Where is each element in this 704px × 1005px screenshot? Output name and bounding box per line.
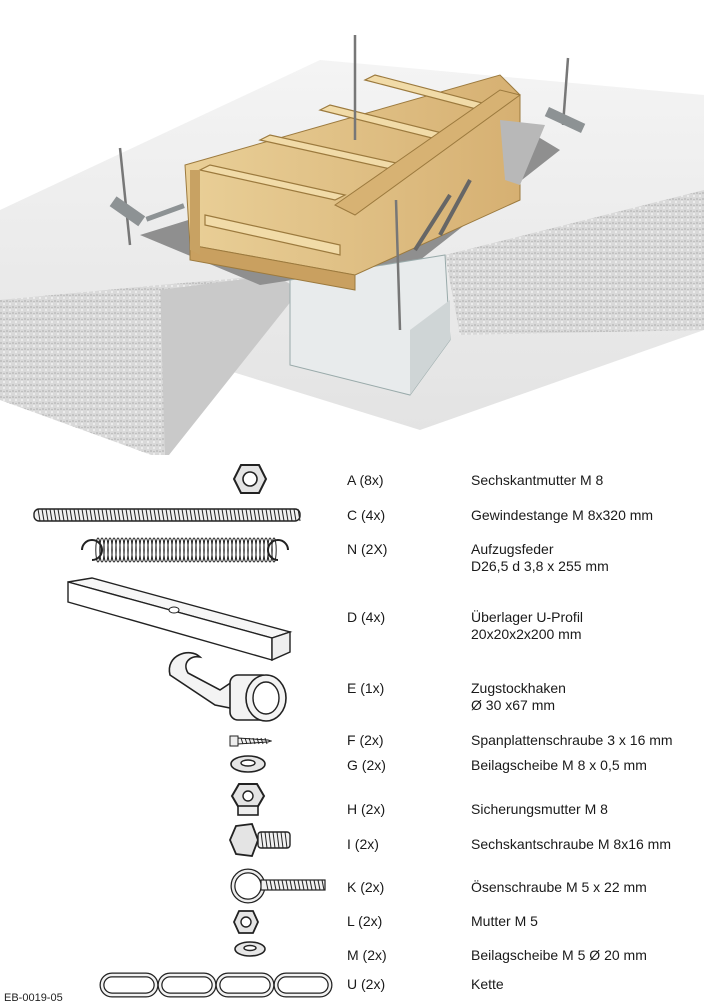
part-description — [471, 879, 647, 896]
part-code: C (4x) — [347, 507, 386, 523]
wood-screw-icon — [228, 734, 272, 748]
part-code: F (2x) — [347, 732, 384, 748]
part-description-line: Überlager U-Profil — [471, 609, 584, 625]
hex-nut-icon — [232, 462, 268, 496]
part-description-line: Sicherungsmutter M 8 — [471, 801, 608, 817]
part-description — [471, 507, 653, 524]
chain-icon — [98, 970, 334, 1000]
part-code: I (2x) — [347, 836, 379, 852]
eye-bolt-icon — [228, 866, 328, 906]
small-nut-icon — [232, 908, 260, 936]
part-description-line: Zugstockhaken — [471, 680, 566, 696]
part-description — [471, 472, 603, 489]
part-description-line: D26,5 d 3,8 x 255 mm — [471, 558, 609, 574]
part-description — [471, 541, 609, 575]
part-description — [471, 836, 671, 853]
part-code: N (2X) — [347, 541, 388, 557]
part-description — [471, 976, 504, 993]
part-description-line: Beilagscheibe M 5 Ø 20 mm — [471, 947, 647, 963]
part-description — [471, 732, 673, 749]
part-description-line: Mutter M 5 — [471, 913, 538, 929]
part-description-line: Aufzugsfeder — [471, 541, 554, 557]
part-description — [471, 913, 538, 930]
hook-icon — [160, 645, 292, 730]
part-description-line: 20x20x2x200 mm — [471, 626, 582, 642]
washer-icon — [228, 754, 268, 774]
part-code: H (2x) — [347, 801, 386, 817]
part-code: U (2x) — [347, 976, 386, 992]
attic-stair-illustration — [0, 0, 704, 455]
spring-icon — [70, 532, 300, 568]
part-code: E (1x) — [347, 680, 385, 696]
part-description — [471, 680, 566, 714]
part-description-line: Beilagscheibe M 8 x 0,5 mm — [471, 757, 647, 773]
part-description-line: Ösenschraube M 5 x 22 mm — [471, 879, 647, 895]
part-description-line: Gewindestange M 8x320 mm — [471, 507, 654, 523]
part-description — [471, 947, 647, 964]
part-code: L (2x) — [347, 913, 383, 929]
part-description-line: Ø 30 x67 mm — [471, 697, 556, 713]
part-description-line: Sechskantmutter M 8 — [471, 472, 604, 488]
document-code: EB-0019-05 — [4, 992, 63, 1004]
hex-bolt-icon — [228, 822, 292, 858]
part-code: D (4x) — [347, 609, 386, 625]
part-code: A (8x) — [347, 472, 384, 488]
part-code: M (2x) — [347, 947, 387, 963]
part-description-line: Spanplattenschraube 3 x 16 mm — [471, 732, 673, 748]
part-description-line: Sechskantschraube M 8x16 mm — [471, 836, 671, 852]
small-washer-icon — [232, 940, 268, 958]
part-description — [471, 757, 647, 774]
part-code: G (2x) — [347, 757, 386, 773]
threaded-rod-icon — [32, 506, 302, 524]
part-description-line: Kette — [471, 976, 504, 992]
part-description — [471, 609, 583, 643]
lock-nut-icon — [230, 782, 266, 818]
part-description — [471, 801, 608, 818]
part-code: K (2x) — [347, 879, 385, 895]
